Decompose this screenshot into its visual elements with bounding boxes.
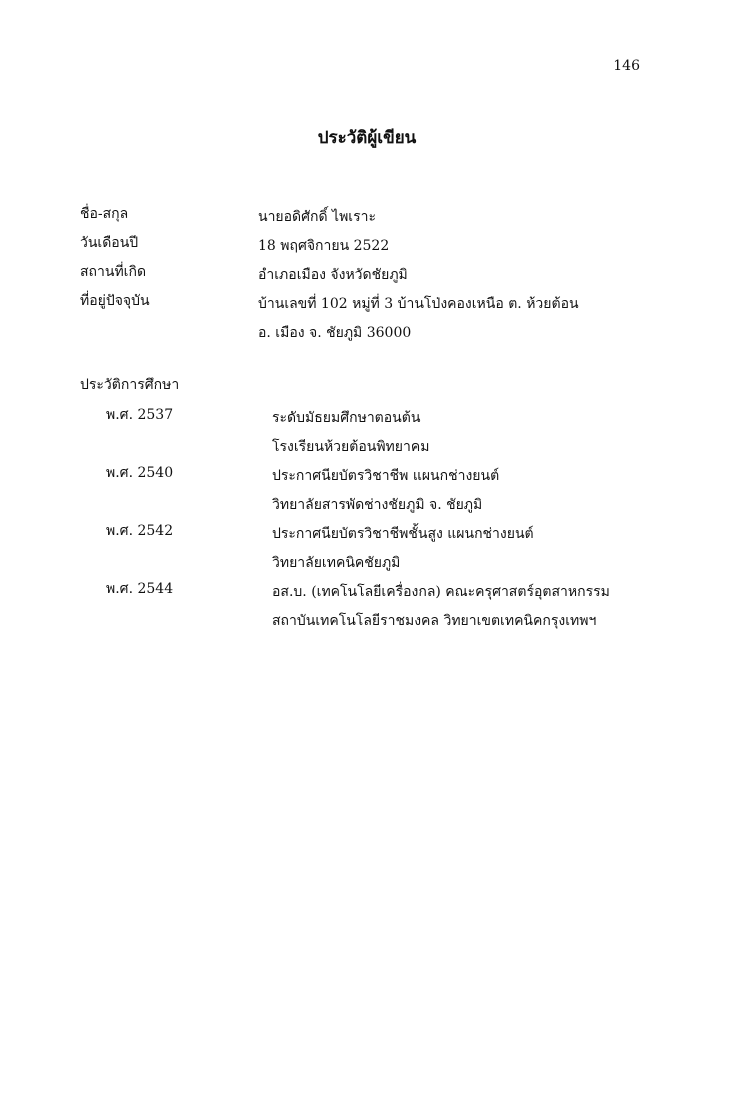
info-value (258, 290, 680, 348)
education-line: อส.บ. (เทคโนโลยีเครื่องกล) คณะครุศาสตร์อุตสาหกรรม (272, 584, 610, 600)
page-number: 146 (613, 58, 640, 74)
education-entry (80, 404, 680, 462)
info-value-line: นายอดิศักดิ์ ไพเราะ (258, 209, 376, 225)
education-details (272, 462, 680, 520)
education-details (272, 404, 680, 462)
education-line: โรงเรียนห้วยต้อนพิทยาคม (272, 439, 430, 455)
info-label: ที่อยู่ปัจจุบัน (80, 293, 150, 309)
info-value-line: อำเภอเมือง จังหวัดชัยภูมิ (258, 267, 408, 283)
education-details (272, 520, 680, 578)
personal-info-section (80, 203, 680, 348)
info-label: สถานที่เกิด (80, 264, 147, 280)
education-line: ประกาศนียบัตรวิชาชีพชั้นสูง แผนกช่างยนต์ (272, 526, 534, 542)
education-section (80, 374, 680, 636)
education-entry (80, 520, 680, 578)
page-title: ประวัติผู้เขียน (317, 128, 417, 148)
education-entry (80, 578, 680, 636)
education-year: พ.ศ. 2542 (106, 523, 174, 539)
info-value (258, 203, 680, 232)
education-line: ระดับมัธยมศึกษาตอนต้น (272, 410, 421, 426)
info-row-name (80, 203, 680, 232)
education-year: พ.ศ. 2544 (106, 581, 174, 597)
education-year: พ.ศ. 2540 (106, 465, 174, 481)
education-heading: ประวัติการศึกษา (80, 377, 180, 393)
info-row-address (80, 290, 680, 348)
info-value-line: อ. เมือง จ. ชัยภูมิ 36000 (258, 325, 412, 341)
info-row-birthplace (80, 261, 680, 290)
info-value (258, 232, 680, 261)
info-value (258, 261, 680, 290)
education-line: วิทยาลัยเทคนิคชัยภูมิ (272, 555, 401, 571)
education-details (272, 578, 680, 636)
info-value-line: บ้านเลขที่ 102 หมู่ที่ 3 บ้านโป่งคองเหนือ ต. ห้วยต้อน (258, 296, 579, 312)
info-value-line: 18 พฤศจิกายน 2522 (258, 238, 390, 254)
education-line: ประกาศนียบัตรวิชาชีพ แผนกช่างยนต์ (272, 468, 500, 484)
education-entry (80, 462, 680, 520)
education-line: วิทยาลัยสารพัดช่างชัยภูมิ จ. ชัยภูมิ (272, 497, 483, 513)
info-label: วันเดือนปี (80, 235, 139, 251)
education-line: สถาบันเทคโนโลยีราชมงคล วิทยาเขตเทคนิคกรุงเทพฯ (272, 613, 597, 629)
education-year: พ.ศ. 2537 (106, 407, 174, 423)
info-row-birthdate (80, 232, 680, 261)
info-label: ชื่อ-สกุล (80, 206, 129, 222)
